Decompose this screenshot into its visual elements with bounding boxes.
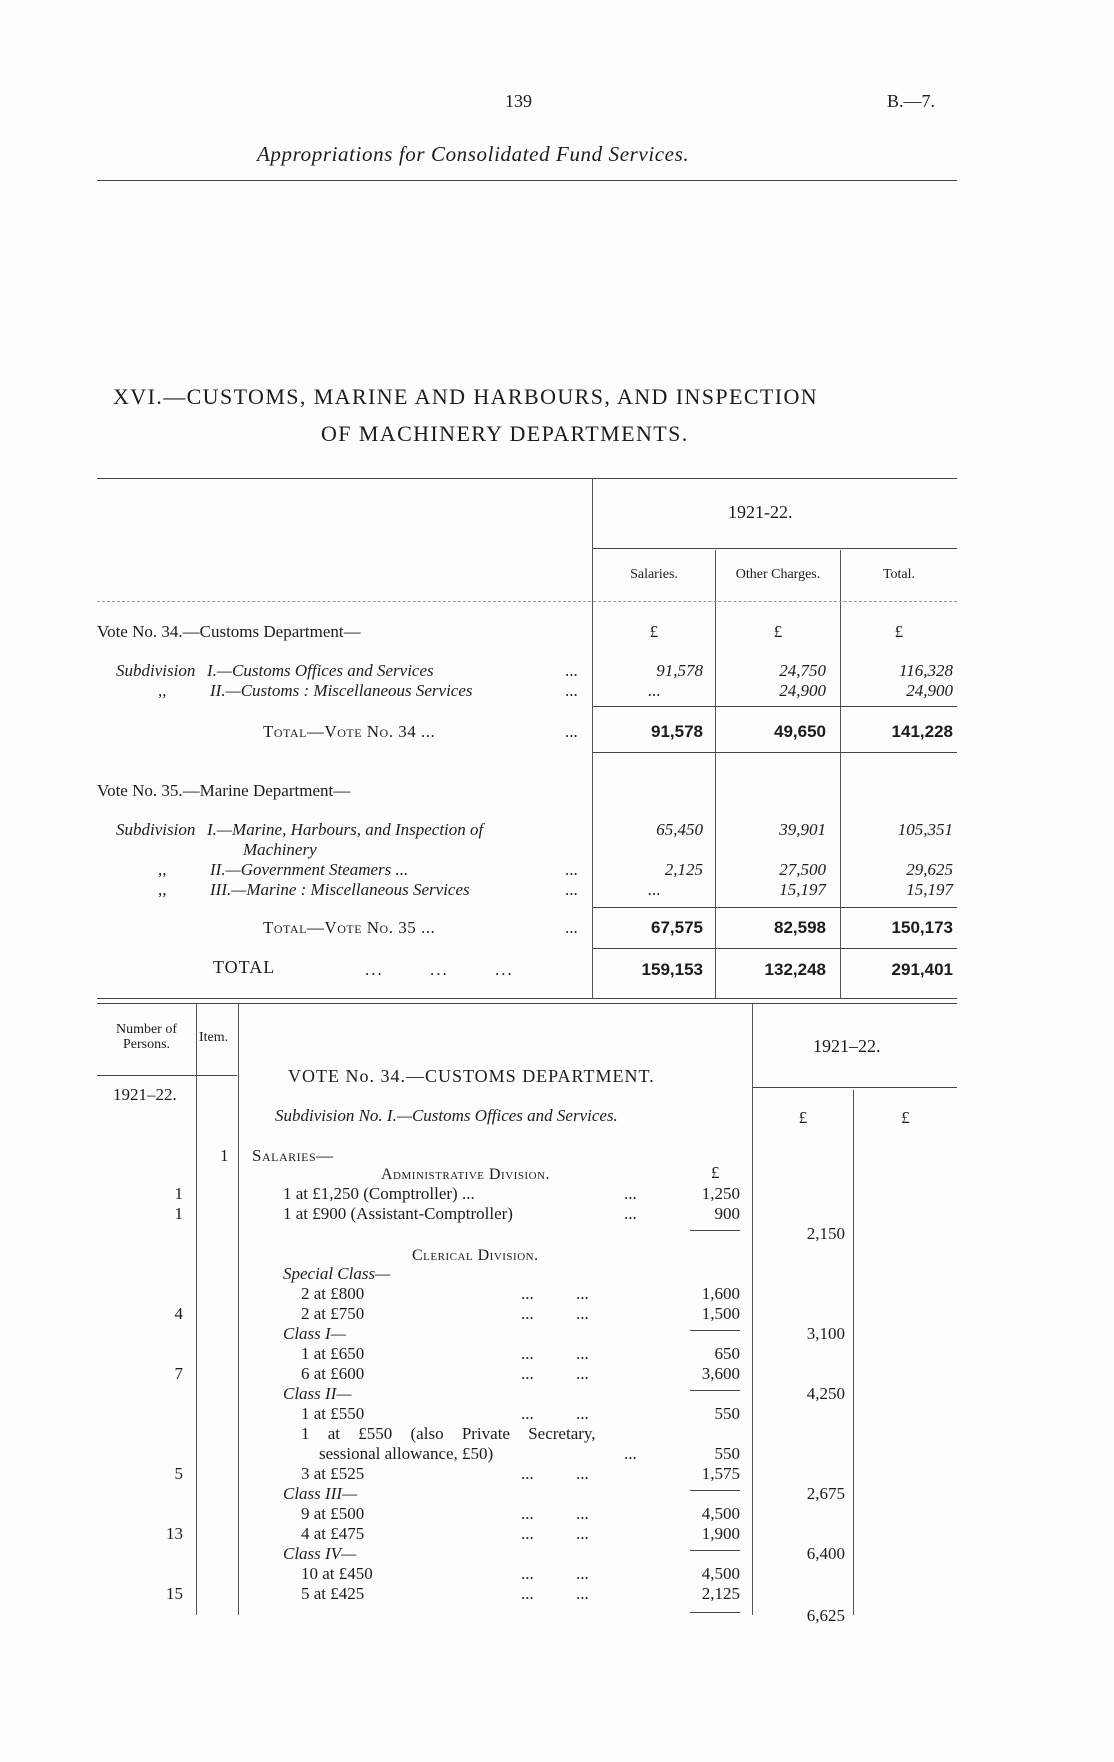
detail-col-divider	[752, 1003, 753, 1615]
row-dots: ...	[565, 860, 578, 879]
entry-dots: ... ...	[521, 1564, 589, 1583]
subtotal-amount: 6,400	[806, 1544, 845, 1563]
entry-dots: ... ...	[521, 1364, 589, 1383]
row-prefix: ,,	[158, 880, 167, 899]
entry-dots: ... ...	[521, 1344, 589, 1363]
class-label: Class III—	[283, 1484, 358, 1503]
clerical-division-heading: Clerical Division.	[412, 1247, 539, 1264]
entry-text: 4 at £475	[301, 1524, 365, 1543]
col-total-header: Total.	[882, 567, 916, 582]
subtotal-rule	[690, 1330, 740, 1331]
row-dots: ...	[565, 918, 578, 937]
entry-text: 1 at £1,250 (Comptroller) ...	[283, 1184, 475, 1203]
class-label: Class II—	[283, 1384, 352, 1403]
row-total: 29,625	[906, 860, 953, 879]
total-rule	[593, 948, 957, 949]
row-other: 24,750	[779, 661, 826, 680]
vote35-total-other: 82,598	[774, 918, 826, 937]
subtotal-rule	[593, 907, 957, 908]
vote34-total-label: Total—Vote No. 34 ...	[263, 722, 436, 741]
row-salaries: ...	[647, 681, 661, 700]
row-salaries: 2,125	[664, 860, 703, 879]
persons-year: 1921–22.	[113, 1085, 177, 1104]
class-label: Class I—	[283, 1324, 346, 1343]
row-dots: ...	[565, 661, 578, 680]
currency-symbol: £	[773, 622, 783, 641]
page-number: 139	[505, 91, 532, 111]
section-title-line1: XVI.—CUSTOMS, MARINE AND HARBOURS, AND INSPECTION	[113, 384, 819, 409]
vote35-total-label: Total—Vote No. 35 ...	[263, 918, 436, 937]
grand-total-other: 132,248	[764, 960, 826, 979]
entry-amount: 650	[714, 1344, 740, 1363]
persons-header-rule	[97, 1075, 237, 1076]
entry-dots: ... ...	[521, 1304, 589, 1323]
row-total: 116,328	[899, 661, 953, 680]
row-prefix: Subdivision	[116, 820, 196, 839]
page-reference: B.—7.	[887, 91, 936, 111]
page-subtitle: Appropriations for Consolidated Fund Services.	[257, 142, 690, 166]
subtotal-rule	[593, 706, 957, 707]
row-salaries: 65,450	[656, 820, 703, 839]
section-title-line2: OF MACHINERY DEPARTMENTS.	[321, 421, 689, 446]
subtotal-amount: 4,250	[806, 1384, 845, 1403]
entry-dots: ... ...	[521, 1524, 589, 1543]
entry-text: 2 at £750	[301, 1304, 365, 1323]
entry-text: 1 at £900 (Assistant-Comptroller)	[283, 1204, 513, 1223]
row-dots: ...	[565, 880, 578, 899]
persons-count: 1	[174, 1204, 183, 1223]
subtotal-amount: 2,150	[806, 1224, 845, 1243]
currency-symbol: £	[649, 622, 659, 641]
subtotal-rule	[690, 1612, 740, 1613]
detail-year-rule	[753, 1087, 957, 1088]
entry-text: 5 at £425	[301, 1584, 365, 1603]
detail-year: 1921–22.	[813, 1036, 881, 1056]
admin-currency: £	[711, 1163, 720, 1182]
subtotal-amount: 6,625	[806, 1606, 845, 1625]
entry-dots: ... ...	[521, 1284, 589, 1303]
entry-amount: 550	[714, 1404, 740, 1423]
entry-text: 10 at £450	[301, 1564, 373, 1583]
entry-text: 9 at £500	[301, 1504, 365, 1523]
entry-amount: 1,900	[701, 1524, 740, 1543]
class-label: Class IV—	[283, 1544, 357, 1563]
grand-total-dots: ... ... ...	[365, 960, 514, 979]
currency-symbol: £	[901, 1108, 910, 1127]
entry-amount: 2,125	[701, 1584, 740, 1603]
entry-text: 3 at £525	[301, 1464, 365, 1483]
row-label: II.—Customs : Miscellaneous Services	[210, 681, 473, 700]
row-label: I.—Marine, Harbours, and Inspection of	[207, 820, 484, 839]
row-label: I.—Customs Offices and Services	[207, 661, 434, 680]
row-other: 39,901	[779, 820, 826, 839]
row-label: II.—Government Steamers ...	[210, 860, 409, 879]
subtotal-rule	[690, 1490, 740, 1491]
grand-total-total: 291,401	[891, 960, 953, 979]
row-dots: ...	[565, 681, 578, 700]
entry-amount: 1,250	[701, 1184, 740, 1203]
vote35-heading: Vote No. 35.—Marine Department—	[97, 781, 351, 800]
row-other: 27,500	[779, 860, 826, 879]
entry-text: 1 at £650	[301, 1344, 365, 1363]
subtotal-amount: 2,675	[806, 1484, 845, 1503]
item-number: 1	[220, 1146, 229, 1165]
vote35-total-total: 150,173	[891, 918, 953, 937]
entry-amount: 1,600	[701, 1284, 740, 1303]
summary-top-rule	[97, 478, 957, 479]
vote-title: VOTE No. 34.—CUSTOMS DEPARTMENT.	[288, 1066, 655, 1086]
vote34-total-salaries: 91,578	[651, 722, 703, 741]
vote34-total-total: 141,228	[891, 722, 953, 741]
col-persons-header: Number of Persons.	[115, 1022, 178, 1052]
row-other: 15,197	[779, 880, 826, 899]
col-item-header: Item.	[199, 1030, 229, 1045]
vote35-total-salaries: 67,575	[651, 918, 703, 937]
entry-dots: ... ...	[521, 1584, 589, 1603]
subtotal-amount: 3,100	[806, 1324, 845, 1343]
entry-dots: ...	[624, 1184, 637, 1203]
detail-col-divider	[853, 1090, 854, 1615]
col-other-header: Other Charges.	[735, 567, 821, 582]
header-rule	[97, 180, 957, 181]
row-total: 24,900	[906, 681, 953, 700]
persons-count: 1	[174, 1184, 183, 1203]
salaries-label: Salaries—	[252, 1146, 334, 1165]
subdivision-title: Subdivision No. I.—Customs Offices and Services.	[275, 1106, 618, 1125]
row-total: 105,351	[897, 820, 953, 839]
subtotal-rule	[690, 1550, 740, 1551]
entry-amount: 1,575	[701, 1464, 740, 1483]
row-salaries: 91,578	[656, 661, 703, 680]
entry-amount: 900	[714, 1204, 740, 1223]
persons-count: 15	[166, 1584, 183, 1603]
summary-year-rule	[593, 548, 957, 549]
entry-amount: 550	[714, 1444, 740, 1463]
persons-count: 4	[174, 1304, 183, 1323]
entry-amount: 4,500	[701, 1564, 740, 1583]
entry-amount: 3,600	[701, 1364, 740, 1383]
entry-amount: 1,500	[701, 1304, 740, 1323]
row-prefix: ,,	[158, 860, 167, 879]
entry-dots: ... ...	[521, 1464, 589, 1483]
col-salaries-header: Salaries.	[630, 567, 678, 582]
row-total: 15,197	[906, 880, 953, 899]
entry-dots: ...	[624, 1204, 637, 1223]
currency-symbol: £	[798, 1108, 808, 1127]
entry-amount: 4,500	[701, 1504, 740, 1523]
admin-division-heading: Administrative Division.	[381, 1166, 550, 1183]
row-prefix: ,,	[158, 681, 167, 700]
row-label: III.—Marine : Miscellaneous Services	[210, 880, 470, 899]
subtotal-rule	[690, 1390, 740, 1391]
row-prefix: Subdivision	[116, 661, 196, 680]
currency-symbol: £	[894, 622, 904, 641]
summary-bottom-rule	[97, 998, 957, 999]
vote34-total-other: 49,650	[774, 722, 826, 741]
entry-text: 1 at £550 (also Private Secretary,	[301, 1424, 596, 1443]
subtotal-rule	[690, 1230, 740, 1231]
grand-total-label: TOTAL	[213, 957, 276, 977]
total-rule	[593, 752, 957, 753]
class-label: Special Class—	[283, 1264, 391, 1283]
grand-total-salaries: 159,153	[641, 960, 703, 979]
summary-bottom-rule	[97, 1003, 957, 1004]
persons-count: 13	[166, 1524, 183, 1543]
persons-count: 7	[174, 1364, 183, 1383]
detail-col-divider	[196, 1003, 197, 1615]
row-salaries: ...	[647, 880, 661, 899]
entry-text-continued: sessional allowance, £50)	[319, 1444, 494, 1463]
summary-year: 1921-22.	[728, 502, 793, 522]
entry-dots: ... ...	[521, 1404, 589, 1423]
row-dots: ...	[565, 722, 578, 741]
summary-header-rule	[97, 601, 957, 602]
entry-text: 6 at £600	[301, 1364, 365, 1383]
detail-col-divider	[238, 1003, 239, 1615]
row-label-continued: Machinery	[243, 840, 317, 859]
entry-dots: ... ...	[521, 1504, 589, 1523]
entry-text: 1 at £550	[301, 1404, 365, 1423]
row-other: 24,900	[779, 681, 826, 700]
persons-count: 5	[174, 1464, 183, 1483]
vote34-heading: Vote No. 34.—Customs Department—	[97, 622, 361, 641]
entry-text: 2 at £800	[301, 1284, 365, 1303]
entry-dots: ...	[624, 1444, 637, 1463]
